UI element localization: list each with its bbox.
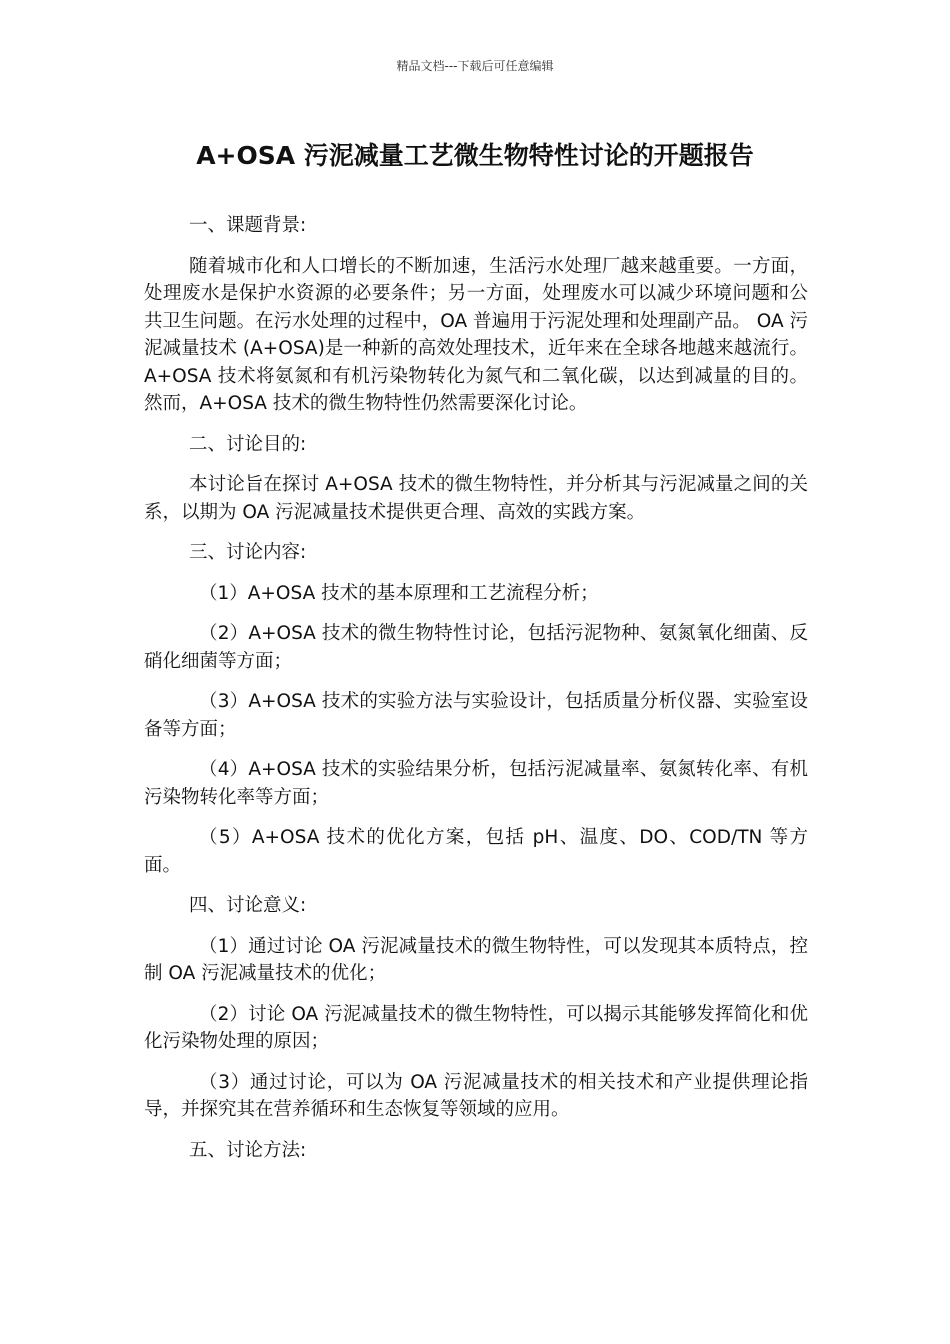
- section-heading-background: 一、课题背景:: [189, 215, 307, 236]
- section-heading-content: 三、讨论内容:: [189, 542, 307, 563]
- section-heading-purpose: 二、讨论目的:: [189, 433, 307, 455]
- list-item: （1）A+OSA 技术的基本原理和工艺流程分析；: [199, 582, 599, 604]
- document-title: A+OSA 污泥减量工艺微生物特性讨论的开题报告: [196, 141, 754, 170]
- section-heading-significance: 四、讨论意义:: [189, 895, 307, 916]
- list-item: （2）讨论 OA 污泥减量技术的微生物特性，可以揭示其能够发挥简化和优化污染物处理的原因；: [144, 1003, 808, 1052]
- section-heading-method: 五、讨论方法:: [189, 1139, 307, 1161]
- section-body-purpose: 本讨论旨在探讨 A+OSA 技术的微生物特性，并分析其与污泥减量之间的关系，以期为 OA 污泥减量技术提供更合理、高效的实践方案。: [144, 474, 808, 523]
- list-item: （5）A+OSA 技术的优化方案，包括 pH、温度、DO、COD/TN 等方面。: [144, 827, 808, 876]
- list-item: （1）通过讨论 OA 污泥减量技术的微生物特性，可以发现其本质特点，控制 OA 污泥减量技术的优化；: [144, 935, 808, 984]
- list-item: （4）A+OSA 技术的实验结果分析，包括污泥减量率、氨氮转化率、有机污染物转化率等方面；: [144, 759, 808, 808]
- document-body: [144, 212, 808, 1177]
- list-item: （2）A+OSA 技术的微生物特性讨论，包括污泥物种、氨氮氧化细菌、反硝化细菌等方面；: [144, 623, 808, 672]
- list-item: （3）通过讨论，可以为 OA 污泥减量技术的相关技术和产业提供理论指导，并探究其在营养循环和生态恢复等领域的应用。: [144, 1071, 808, 1120]
- section-body-background: 随着城市化和人口增长的不断加速，生活污水处理厂越来越重要。一方面，处理废水是保护水资源的必要条件；另一方面，处理废水可以减少环境问题和公共卫生问题。在污水处理的过程中，OA 普遍用于污泥处理和处理副产品。 OA 污泥减量技术 (A+OSA)是一种新的高效处理技术，近年来在全球各地越来越流行。 A+OSA 技术将氨氮和有机污染物转化为氮气和二氧化碳，以达到减量的目的。然而，A+OSA 技术的微生物特性仍然需要深化讨论。: [144, 255, 808, 414]
- header-note: 精品文档---下载后可任意编辑: [396, 59, 554, 73]
- list-item: （3）A+OSA 技术的实验方法与实验设计，包括质量分析仪器、实验室设备等方面；: [144, 691, 808, 740]
